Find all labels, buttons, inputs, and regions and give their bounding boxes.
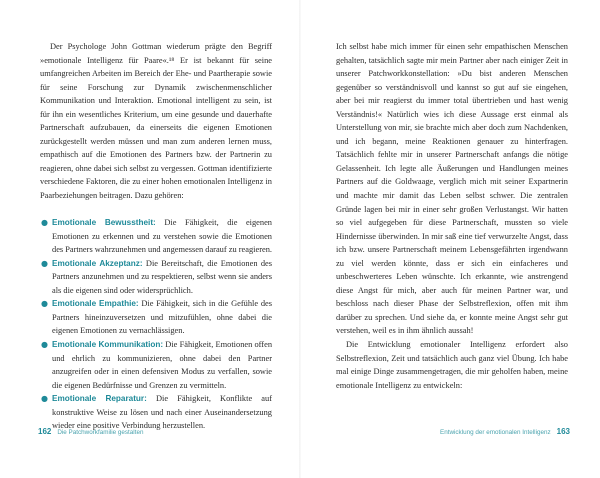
list-term: Emotionale Empathie: [52, 299, 139, 309]
list-text: Die Fähigkeit, sich in die Gefühle des Partners hineinzuversetzen und mitzufühlen, ohne dabei die eigenen Emotionen zu vernachlässigen. [52, 299, 273, 336]
bullet-icon: ● [41, 339, 48, 349]
list-text: Die Bereitschaft, die Emotionen des Partners anzunehmen und zu respektieren, selbst wenn sie anders als die eigenen sind oder widersprüchlich. [52, 258, 272, 295]
list-item [40, 257, 272, 298]
list-item [40, 297, 272, 338]
factors-list [40, 216, 272, 433]
left-page-footer [38, 427, 143, 436]
bullet-icon: ● [41, 299, 48, 309]
list-text: Die Fähigkeit, Emotionen offen und ehrlich zu kommunizieren, ohne dabei den Partner anzugreifen oder in einen defensiven Modus zu verfallen, sowie die eigenen Bedürfnisse und Grenzen zu vermitteln. [52, 339, 273, 390]
running-title: Die Patchworkfamilie gestalten [57, 429, 144, 436]
list-term: Emotionale Kommunikation: [52, 339, 164, 349]
bullet-icon: ● [41, 258, 48, 268]
bullet-icon: ● [41, 394, 48, 404]
list-item [40, 338, 272, 392]
running-title: Entwicklung der emotionalen Intelligenz [440, 429, 551, 436]
right-page-footer [440, 427, 570, 436]
left-page-body [40, 40, 272, 433]
bullet-icon: ● [41, 218, 48, 228]
list-text: Die Fähigkeit, Konflikte auf konstruktive Weise zu lösen und nach einer Auseinandersetzung wieder eine positive Verbindung herzustellen. [52, 394, 272, 431]
list-item [40, 216, 272, 257]
right-page-body [336, 40, 568, 392]
list-term: Emotionale Reparatur: [52, 394, 147, 404]
list-term: Emotionale Akzeptanz: [52, 258, 143, 268]
page-number: 162 [38, 427, 52, 436]
page-number: 163 [556, 427, 570, 436]
paragraph: Ich selbst habe mich immer für einen sehr empathischen Menschen gehalten, tatsächlich sagte mir mein Partner aber nach einiger Zeit in unserer Patchworkkonstellation: »Du bist anderen Menschen gegenüber so verständnisvoll und kannst so gut auf sie eingehen, aber bei mir reagierst du immer total übertrieben und hast wenig Verständnis!« Natürlich wies ich diese Aussage erst einmal als Unterstellung von mir, sie brachte mich aber doch zum Nachdenken, und ich begann, meine Reaktionen genauer zu hinterfragen. Tatsächlich fehlte mir in unserer Partnerschaft anfangs die nötige Gelassenheit. Ich legte alle Äußerungen und Handlungen meines Partners auf die Goldwaage, verglich mich mit seiner Expartnerin und machte mir damit das Leben selbst schwer. Die zentralen Gründe lagen bei mir in einer sehr großen Verlustangst. Wir hatten so viel aufgegeben für diese Partnerschaft, mussten so viele Hindernisse überwinden. In mir saß eine tief verwurzelte Angst, dass ich bzw. unsere Partnerschaft meinem Lebensgefährten irgendwann zu viel werden könnte, dass er sich ein einfacheres und unbeschwerteres Leben wünschte. Ich erkannte, wie anstrengend diese Angst für mich, aber auch für meinen Partner war, und beschloss nach dieser Phase der Selbstreflexion, offen mit ihm darüber zu sprechen. Und siehe da, er konnte meine Angst sehr gut verstehen, weil es in ihm ähnlich aussah! [336, 42, 568, 336]
paragraph: Die Entwicklung emotionaler Intelligenz erfordert also Selbstreflexion, Zeit und tatsächlich auch ganz viel Übung. Ich habe mal einige Dinge zusammengetragen, die mir geholfen haben, meine emotionale Intelligenz zu entwickeln: [336, 340, 568, 390]
intro-paragraph: Der Psychologe John Gottman wiederum prägte den Begriff »emotionale Intelligenz für Paare«.¹⁸ Er ist bekannt für seine umfangreichen Arbeiten im Bereich der Ehe- und Paartherapie sowie für seine Forschung zur Dynamik zwischenmenschlicher Kommunikation und Interaktion. Emotional intelligent zu sein, ist für ihn ein wesentliches Kriterium, um eine gesunde und dauerhafte Partnerschaft aufzubauen, da einerseits die eigenen Emotionen zurückgestellt werden müssen und man zum anderen lernen muss, empathisch auf die Emotionen des Partners bzw. der Partnerin zu reagieren, ohne dabei sich selbst zu vergessen. Gottman identifizierte verschiedene Faktoren, die zu einer hohen emotionalen Intelligenz in Paarbeziehungen beitragen. Dazu gehören: [40, 42, 272, 201]
list-text: Die Fähigkeit, die eigenen Emotionen zu erkennen und zu verstehen sowie die Emotionen des Partners wahrzunehmen und angemessen darauf zu reagieren. [52, 218, 272, 255]
list-term: Emotionale Bewusstheit: [52, 218, 156, 228]
right-page [300, 0, 600, 478]
